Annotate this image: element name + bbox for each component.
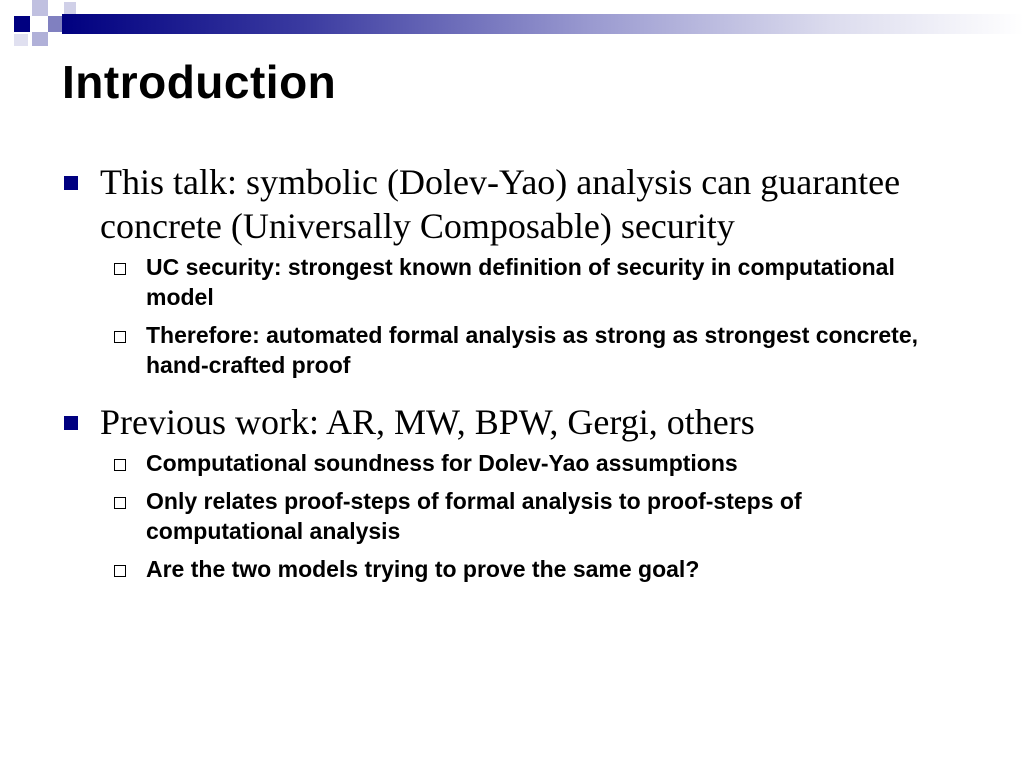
sub-bullet-item	[100, 486, 962, 546]
sub-bullet-text: Therefore: automated formal analysis as strong as strongest concrete, hand-crafted proof	[146, 322, 919, 378]
decorative-square	[14, 16, 30, 32]
sub-bullet-text: UC security: strongest known definition of security in computational model	[146, 254, 895, 310]
sub-bullet-text: Computational soundness for Dolev-Yao assumptions	[146, 450, 738, 476]
sub-bullet-item	[100, 320, 962, 380]
sub-bullet-list	[100, 448, 962, 584]
bullet-item	[62, 160, 962, 248]
header-gradient-bar	[62, 14, 1024, 34]
decorative-square	[64, 2, 76, 14]
sub-bullet-item	[100, 448, 962, 478]
decorative-square	[32, 0, 48, 16]
square-bullet-icon	[64, 176, 78, 190]
hollow-square-bullet-icon	[114, 331, 126, 343]
header-decoration	[0, 0, 1024, 60]
sub-bullet-list	[100, 252, 962, 380]
sub-bullet-item	[100, 252, 962, 312]
decorative-square	[14, 34, 28, 46]
hollow-square-bullet-icon	[114, 565, 126, 577]
hollow-square-bullet-icon	[114, 263, 126, 275]
bullet-item	[62, 400, 962, 444]
slide-title: Introduction	[62, 56, 337, 108]
hollow-square-bullet-icon	[114, 497, 126, 509]
bullet-text: Previous work: AR, MW, BPW, Gergi, others	[100, 402, 755, 442]
hollow-square-bullet-icon	[114, 459, 126, 471]
decorative-square	[32, 32, 48, 46]
sub-bullet-text: Only relates proof-steps of formal analysis to proof-steps of computational analysis	[146, 488, 802, 544]
slide-content	[62, 160, 962, 592]
sub-bullet-item	[100, 554, 962, 584]
bullet-text: This talk: symbolic (Dolev-Yao) analysis can guarantee concrete (Universally Composable) security	[100, 162, 901, 246]
sub-bullet-text: Are the two models trying to prove the same goal?	[146, 556, 700, 582]
square-bullet-icon	[64, 416, 78, 430]
